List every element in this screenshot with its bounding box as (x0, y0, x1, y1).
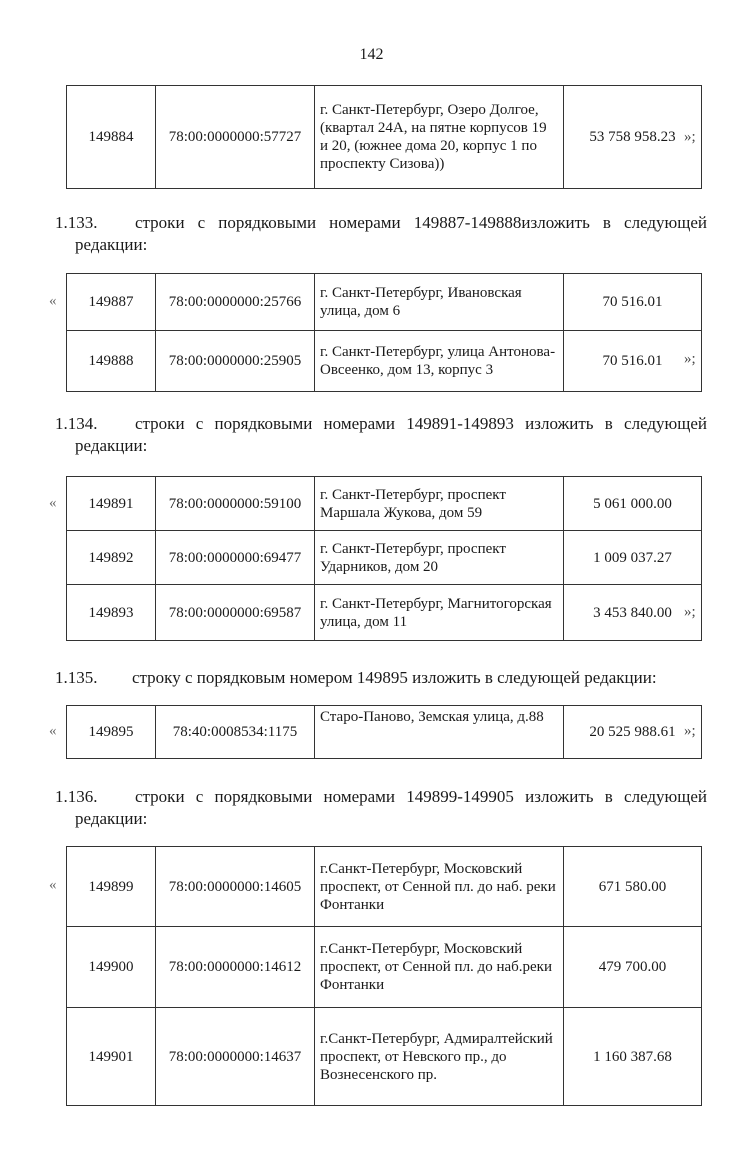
cadastral-number: 78:00:0000000:57727 (156, 86, 315, 189)
row-number: 149899 (67, 847, 156, 927)
paragraph-number: 1.133. (55, 213, 98, 232)
cadastral-value: 3 453 840.00 (564, 585, 702, 641)
registry-table-4 (66, 705, 702, 759)
cadastral-number: 78:00:0000000:14612 (156, 927, 315, 1008)
cadastral-number: 78:00:0000000:69587 (156, 585, 315, 641)
row-number: 149900 (67, 927, 156, 1008)
cadastral-value: 1 160 387.68 (564, 1008, 702, 1106)
paragraph-text-cont: редакции: (75, 809, 148, 828)
address: г. Санкт-Петербург, проспект Ударников, дом 20 (315, 531, 564, 585)
cadastral-number: 78:00:0000000:25905 (156, 331, 315, 392)
cadastral-value: 671 580.00 (564, 847, 702, 927)
registry-table-5 (66, 846, 702, 1106)
closing-quote: »; (684, 129, 696, 145)
table-row (67, 331, 702, 392)
address: Старо-Паново, Земская улица, д.88 (315, 706, 564, 759)
table-row (67, 706, 702, 759)
page-number: 142 (359, 46, 384, 63)
paragraph-text: строки с порядковыми номерами 149887-149888изложить в следующей (135, 213, 707, 232)
table-row (67, 585, 702, 641)
table-row (67, 927, 702, 1008)
opening-quote: « (49, 723, 57, 739)
cadastral-number: 78:40:0008534:1175 (156, 706, 315, 759)
address: г.Санкт-Петербург, Московский проспект, от Сенной пл. до наб.реки Фонтанки (315, 927, 564, 1008)
paragraph-number: 1.134. (55, 414, 98, 433)
cadastral-number: 78:00:0000000:14605 (156, 847, 315, 927)
paragraph-1-136 (55, 786, 707, 830)
table-row (67, 477, 702, 531)
address: г. Санкт-Петербург, Магнитогорская улица, дом 11 (315, 585, 564, 641)
cadastral-value: 479 700.00 (564, 927, 702, 1008)
cadastral-value: 70 516.01 (564, 331, 702, 392)
cadastral-value: 20 525 988.61 (564, 706, 702, 759)
row-number: 149891 (67, 477, 156, 531)
closing-quote: »; (684, 604, 696, 620)
paragraph-text-cont: редакции: (75, 235, 148, 254)
paragraph-text: строки с порядковыми номерами 149899-149905 изложить в следующей (135, 787, 707, 806)
cadastral-number: 78:00:0000000:14637 (156, 1008, 315, 1106)
paragraph-number: 1.135. (55, 668, 98, 687)
opening-quote: « (49, 495, 57, 511)
cadastral-number: 78:00:0000000:59100 (156, 477, 315, 531)
address: г.Санкт-Петербург, Адмиралтейский проспект, от Невского пр., до Вознесенского пр. (315, 1008, 564, 1106)
address: г. Санкт-Петербург, проспект Маршала Жукова, дом 59 (315, 477, 564, 531)
table-row (67, 86, 702, 189)
paragraph-number: 1.136. (55, 787, 98, 806)
address: г. Санкт-Петербург, улица Антонова-Овсеенко, дом 13, корпус 3 (315, 331, 564, 392)
row-number: 149893 (67, 585, 156, 641)
cadastral-value: 1 009 037.27 (564, 531, 702, 585)
address: г. Санкт-Петербург, Ивановская улица, дом 6 (315, 274, 564, 331)
address: г.Санкт-Петербург, Московский проспект, от Сенной пл. до наб. реки Фонтанки (315, 847, 564, 927)
row-number: 149901 (67, 1008, 156, 1106)
cadastral-number: 78:00:0000000:25766 (156, 274, 315, 331)
closing-quote: »; (684, 351, 696, 367)
closing-quote: »; (684, 723, 696, 739)
cadastral-value: 53 758 958.23 (564, 86, 702, 189)
registry-table-3 (66, 476, 702, 641)
row-number: 149892 (67, 531, 156, 585)
paragraph-1-133 (55, 212, 707, 256)
table-row (67, 847, 702, 927)
opening-quote: « (49, 877, 57, 893)
table-row (67, 531, 702, 585)
row-number: 149887 (67, 274, 156, 331)
address: г. Санкт-Петербург, Озеро Долгое, (квартал 24А, на пятне корпусов 19 и 20, (южнее дома 20, корпус 1 по проспекту Сизова)) (315, 86, 564, 189)
opening-quote: « (49, 293, 57, 309)
row-number: 149888 (67, 331, 156, 392)
row-number: 149895 (67, 706, 156, 759)
cadastral-value: 5 061 000.00 (564, 477, 702, 531)
paragraph-1-134 (55, 413, 707, 457)
paragraph-1-135 (55, 667, 707, 689)
registry-table-2 (66, 273, 702, 392)
paragraph-text: строки с порядковыми номерами 149891-149893 изложить в следующей (135, 414, 707, 433)
registry-table-1 (66, 85, 702, 189)
cadastral-number: 78:00:0000000:69477 (156, 531, 315, 585)
table-row (67, 1008, 702, 1106)
cadastral-value: 70 516.01 (564, 274, 702, 331)
row-number: 149884 (67, 86, 156, 189)
paragraph-text: строку с порядковым номером 149895 изложить в следующей редакции: (132, 668, 657, 687)
paragraph-text-cont: редакции: (75, 436, 148, 455)
table-row (67, 274, 702, 331)
